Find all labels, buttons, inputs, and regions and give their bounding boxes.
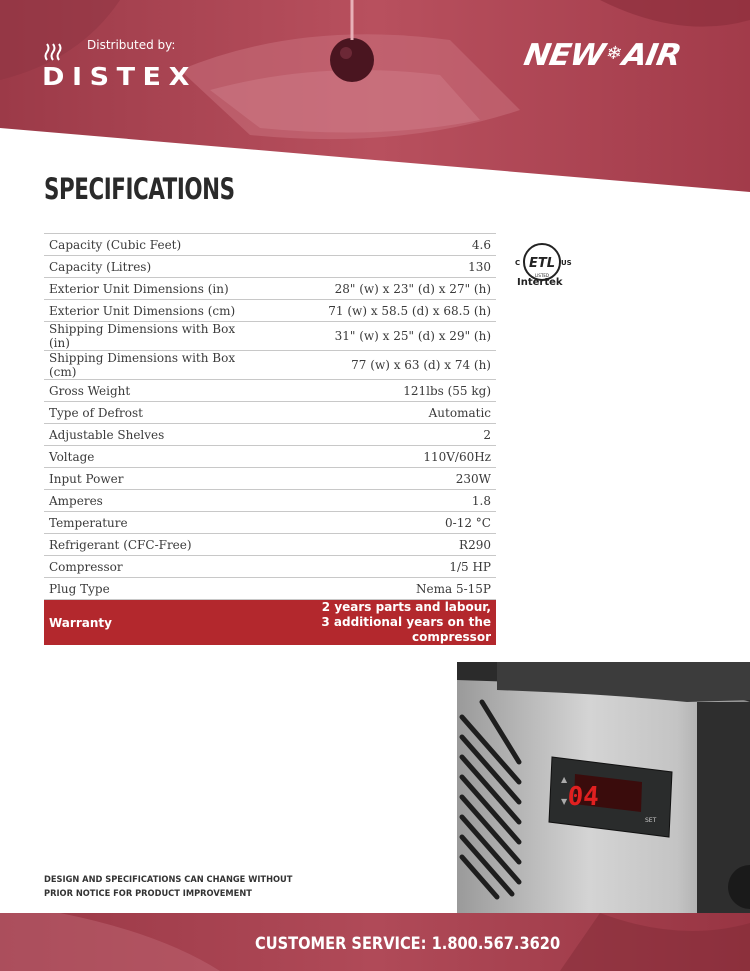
spec-value: 0-12 °C [254,512,496,534]
specifications-table [44,233,496,645]
spec-label: Input Power [44,468,254,490]
spec-row [44,490,496,512]
warranty-label: Warranty [44,600,254,646]
disclaimer-text: DESIGN AND SPECIFICATIONS CAN CHANGE WITHOUT PRIOR NOTICE FOR PRODUCT IMPROVEMENT [44,875,293,899]
spec-label: Adjustable Shelves [44,424,254,446]
spec-label: Exterior Unit Dimensions (cm) [44,300,254,322]
spec-row [44,278,496,300]
spec-value: 2 [254,424,496,446]
set-button-label: SET [645,817,657,824]
snowflake-icon: ❄ [604,43,623,64]
footer-banner [0,913,750,971]
intertek-label: Intertek [517,277,563,288]
spec-row [44,534,496,556]
warranty-line-1: 2 years parts and labour, [321,600,491,614]
temperature-display: 04 [566,782,600,812]
spec-value: 4.6 [254,234,496,256]
spec-row [44,578,496,600]
spec-value: 230W [254,468,496,490]
spec-row [44,468,496,490]
spec-label: Capacity (Litres) [44,256,254,278]
newair-logo-left: NEW [521,38,607,73]
header-banner [0,0,750,200]
spec-value: Nema 5-15P [254,578,496,600]
spec-row [44,256,496,278]
spec-row [44,234,496,256]
spec-label: Gross Weight [44,380,254,402]
spec-label: Exterior Unit Dimensions (in) [44,278,254,300]
spec-row [44,402,496,424]
spec-label: Compressor [44,556,254,578]
spec-label: Shipping Dimensions with Box (cm) [44,351,254,380]
spec-value: Automatic [254,402,496,424]
spec-label: Shipping Dimensions with Box (in) [44,322,254,351]
spec-value: 1.8 [254,490,496,512]
spec-value: R290 [254,534,496,556]
spec-row [44,351,496,380]
spec-label: Amperes [44,490,254,512]
warranty-line-2: 3 additional years on the compressor [321,615,491,644]
spec-label: Capacity (Cubic Feet) [44,234,254,256]
spec-row [44,300,496,322]
distex-logo [42,42,218,90]
up-arrow-icon: ▲ [561,775,568,784]
spec-label: Plug Type [44,578,254,600]
customer-service-phone: CUSTOMER SERVICE: 1.800.567.3620 [255,934,561,954]
spec-value: 1/5 HP [254,556,496,578]
etl-listed-text: LISTED [535,273,549,278]
newair-logo-right: AIR [619,38,684,73]
spec-row [44,322,496,351]
down-arrow-icon: ▼ [561,797,568,806]
etl-c-text: C [515,259,521,267]
spec-row [44,424,496,446]
distributed-by-label: Distributed by: [87,38,176,52]
spec-value: 110V/60Hz [254,446,496,468]
spec-row [44,512,496,534]
spec-value: 31" (w) x 25" (d) x 29" (h) [254,322,496,351]
product-photo [457,662,750,913]
newair-logo [521,38,683,73]
warranty-row [44,600,496,646]
header-background [0,0,750,200]
page-title: SPECIFICATIONS [44,172,235,206]
spec-row [44,380,496,402]
warranty-value [254,600,496,646]
etl-us-text: US [561,259,572,267]
spec-row [44,556,496,578]
spec-row [44,446,496,468]
spec-value: 77 (w) x 63 (d) x 74 (h) [254,351,496,380]
spec-value: 121lbs (55 kg) [254,380,496,402]
spec-label: Type of Defrost [44,402,254,424]
spec-label: Refrigerant (CFC-Free) [44,534,254,556]
spec-value: 71 (w) x 58.5 (d) x 68.5 (h) [254,300,496,322]
spec-label: Voltage [44,446,254,468]
spec-value: 130 [254,256,496,278]
etl-mark-text: ETL [528,256,556,271]
distex-wordmark: DISTEX [42,62,197,91]
steam-icon [42,42,64,64]
spec-label: Temperature [44,512,254,534]
spec-value: 28" (w) x 23" (d) x 27" (h) [254,278,496,300]
